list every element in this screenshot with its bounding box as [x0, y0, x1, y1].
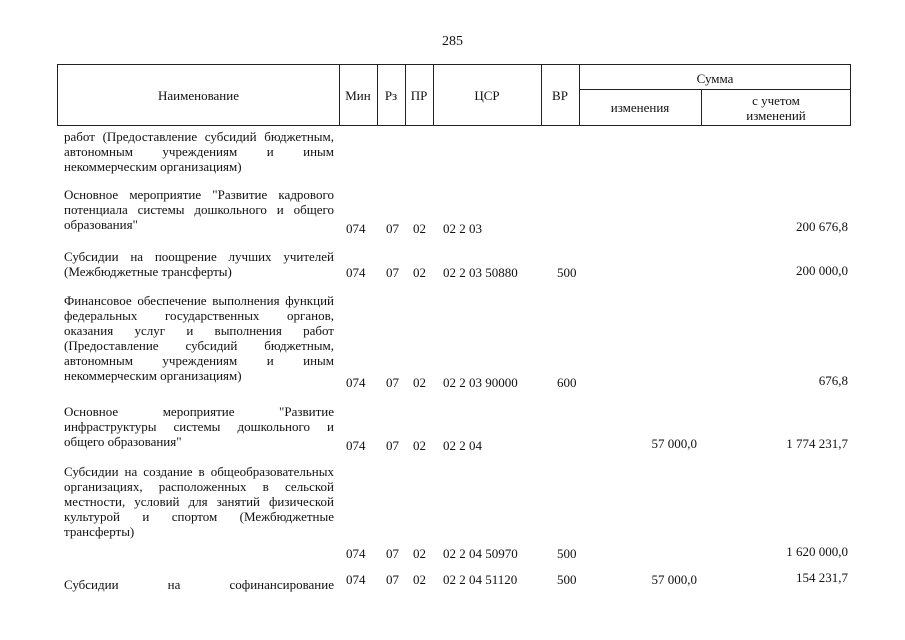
row-name: Финансовое обеспечение выполнения функций федеральных государственных органов, оказания услуг и выполнения работ (Предоставление субсидий бюджетным, автономным учреждениям и иным некоммерческим организациям) [64, 293, 334, 383]
row-name: Основное мероприятие "Развитие инфраструктуры системы дошкольного и общего образования" [64, 404, 334, 449]
row-changes: 57 000,0 [651, 572, 697, 587]
row-vr: 500 [557, 572, 577, 587]
row-name: Субсидии на создание в общеобразовательных организациях, расположенных в сельской местности, условий для занятий физической культурой и спортом (Межбюджетные трансферты) [64, 464, 334, 539]
row-pr: 02 [413, 546, 426, 561]
row-csr: 02 2 03 90000 [443, 375, 518, 390]
row-rz: 07 [386, 572, 399, 587]
header-sum: Сумма [696, 70, 734, 86]
row-rz: 07 [386, 375, 399, 390]
row-rz: 07 [386, 438, 399, 453]
table-row [0, 572, 905, 596]
header-vr: ВР [552, 87, 568, 103]
row-min: 074 [346, 265, 366, 280]
row-vr: 500 [557, 265, 577, 280]
row-min: 074 [346, 546, 366, 561]
header-with-changes-line1: с учетом [752, 92, 800, 108]
row-csr: 02 2 04 50970 [443, 546, 518, 561]
row-rz: 07 [386, 265, 399, 280]
row-min: 074 [346, 221, 366, 236]
header-with-changes-line2: изменений [746, 107, 806, 123]
row-csr: 02 2 04 51120 [443, 572, 518, 587]
row-total: 676,8 [818, 373, 848, 388]
row-rz: 07 [386, 546, 399, 561]
row-pr: 02 [413, 438, 426, 453]
row-total: 1 620 000,0 [786, 544, 848, 559]
row-min: 074 [346, 438, 366, 453]
row-vr: 500 [557, 546, 577, 561]
row-csr: 02 2 04 [443, 438, 482, 453]
row-min: 074 [346, 572, 366, 587]
page-number: 285 [442, 34, 463, 49]
header-min: Мин [345, 87, 371, 103]
header-csr: ЦСР [474, 87, 500, 103]
row-pr: 02 [413, 572, 426, 587]
row-name: работ (Предоставление субсидий бюджетным, автономным учреждениям и иным некоммерческим организациям) [64, 129, 334, 174]
row-total: 154 231,7 [796, 570, 848, 585]
header-rz: Рз [384, 87, 398, 103]
row-changes: 57 000,0 [651, 436, 697, 451]
table-row [0, 129, 905, 175]
row-rz: 07 [386, 221, 399, 236]
row-vr: 600 [557, 375, 577, 390]
row-csr: 02 2 03 [443, 221, 482, 236]
header-changes: изменения [610, 100, 670, 115]
row-pr: 02 [413, 265, 426, 280]
header-with-changes [701, 90, 851, 125]
table-row [0, 293, 905, 389]
table-header [57, 64, 851, 126]
table-row [0, 464, 905, 560]
row-name: Субсидии на софинансирование [64, 577, 334, 592]
header-pr: ПР [410, 87, 428, 103]
row-pr: 02 [413, 221, 426, 236]
row-csr: 02 2 03 50880 [443, 265, 518, 280]
table-row [0, 249, 905, 281]
row-pr: 02 [413, 375, 426, 390]
row-min: 074 [346, 375, 366, 390]
row-name: Основное мероприятие "Развитие кадрового потенциала системы дошкольного и общего образования" [64, 187, 334, 232]
table-row [0, 404, 905, 452]
row-total: 1 774 231,7 [786, 436, 848, 451]
row-total: 200 676,8 [796, 219, 848, 234]
table-row [0, 187, 905, 235]
row-name: Субсидии на поощрение лучших учителей (Межбюджетные трансферты) [64, 249, 334, 279]
row-total: 200 000,0 [796, 263, 848, 278]
header-name: Наименование [158, 87, 239, 103]
